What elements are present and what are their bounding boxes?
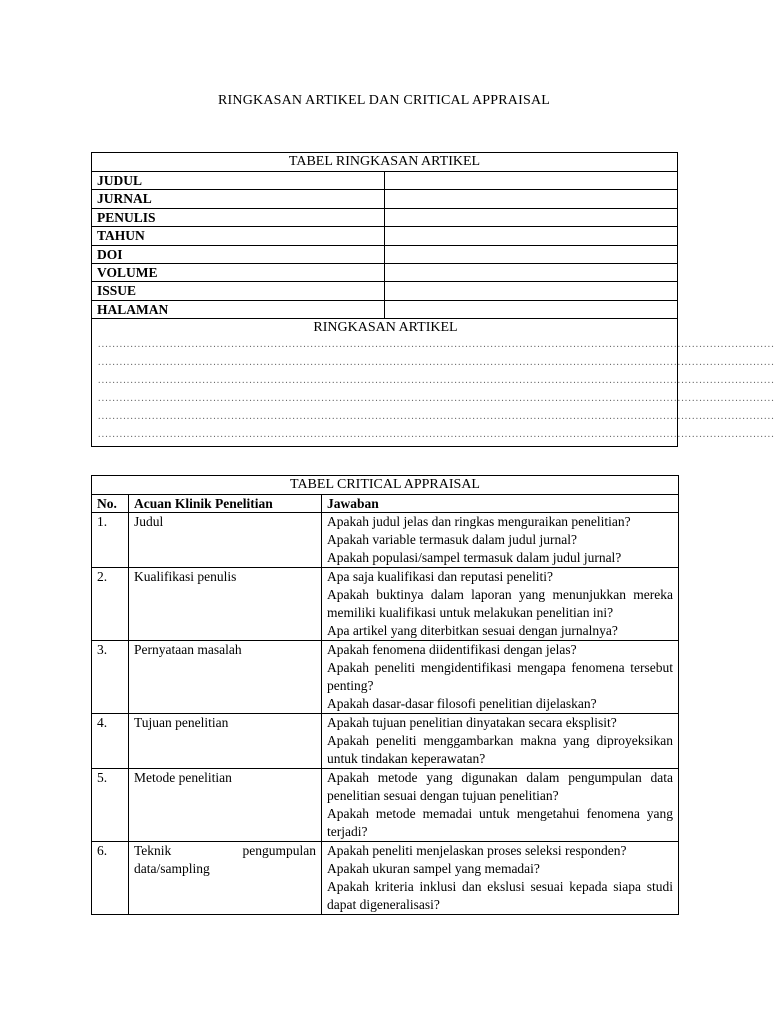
field-row-jurnal [92,190,678,208]
document-title: RINGKASAN ARTIKEL DAN CRITICAL APPRAISAL [217,93,551,108]
table-row [92,769,679,842]
summary-dotted-line: ............................................................................................................................................................................................ [98,393,775,405]
field-label: TAHUN [92,227,385,245]
field-label: ISSUE [92,282,385,300]
summary-dotted-line: ............................................................................................................................................................................................ [98,357,775,369]
row-number: 4. [92,714,129,769]
row-acuan: Judul [129,513,322,568]
row-acuan: Kualifikasi penulis [129,568,322,641]
summary-dotted-line: ............................................................................................................................................................................................ [98,411,775,423]
summary-dotted-line: ............................................................................................................................................................................................ [98,339,775,351]
row-number: 5. [92,769,129,842]
field-value-tahun[interactable] [385,227,678,245]
field-label: PENULIS [92,208,385,226]
field-value-jurnal[interactable] [385,190,678,208]
field-row-judul [92,172,678,190]
column-header-acuan: Acuan Klinik Penelitian [129,495,322,513]
row-acuan: Pernyataan masalah [129,641,322,714]
jawaban-question: Apakah buktinya dalam laporan yang menunjukkan mereka memiliki kualifikasi untuk melakukan penelitian ini? [327,587,674,620]
row-number: 1. [92,513,129,568]
field-value-doi[interactable] [385,245,678,263]
ringkasan-summary-cell[interactable] [92,319,775,447]
jawaban-question: Apa artikel yang diterbitkan sesuai dengan jurnalnya? [327,623,618,638]
field-label: DOI [92,245,385,263]
table-row [92,714,679,769]
appraisal-column-headers [92,495,679,513]
row-jawaban [322,513,679,568]
table-row [92,568,679,641]
field-label: JUDUL [92,172,385,190]
critical-appraisal-table [91,475,679,915]
field-row-penulis [92,208,678,226]
row-number: 2. [92,568,129,641]
row-jawaban [322,842,679,915]
jawaban-question: Apa saja kualifikasi dan reputasi peneliti? [327,569,554,584]
jawaban-question: Apakah dasar-dasar filosofi penelitian dijelaskan? [327,696,597,711]
jawaban-question: Apakah metode memadai untuk mengetahui fenomena yang terjadi? [327,806,674,839]
jawaban-question: Apakah ukuran sampel yang memadai? [327,861,540,876]
row-jawaban [322,769,679,842]
jawaban-question: Apakah judul jelas dan ringkas menguraikan penelitian? [327,514,631,529]
ringkasan-artikel-table [91,152,775,447]
field-value-volume[interactable] [385,263,678,281]
row-jawaban [322,568,679,641]
table-row [92,842,679,915]
field-value-penulis[interactable] [385,208,678,226]
jawaban-question: Apakah fenomena diidentifikasi dengan jelas? [327,642,577,657]
row-number: 6. [92,842,129,915]
row-number: 3. [92,641,129,714]
field-row-volume [92,263,678,281]
row-jawaban [322,714,679,769]
row-acuan: Teknik pengumpulan data/sampling [129,842,322,915]
table-row [92,513,679,568]
field-row-halaman [92,300,678,318]
ringkasan-table-header: TABEL RINGKASAN ARTIKEL [92,153,678,172]
jawaban-question: Apakah variable termasuk dalam judul jurnal? [327,532,578,547]
jawaban-question: Apakah tujuan penelitian dinyatakan secara eksplisit? [327,715,617,730]
ringkasan-summary-title: RINGKASAN ARTIKEL [313,320,458,336]
column-header-no: No. [92,495,129,513]
column-header-jawaban: Jawaban [322,495,679,513]
field-label: JURNAL [92,190,385,208]
row-acuan: Tujuan penelitian [129,714,322,769]
field-label: VOLUME [92,263,385,281]
field-row-issue [92,282,678,300]
row-acuan: Metode penelitian [129,769,322,842]
summary-dotted-line: ............................................................................................................................................................................................ [98,375,775,387]
jawaban-question: Apakah populasi/sampel termasuk dalam judul jurnal? [327,550,622,565]
field-row-doi [92,245,678,263]
field-value-judul[interactable] [385,172,678,190]
jawaban-question: Apakah peneliti menjelaskan proses seleksi responden? [327,843,627,858]
jawaban-question: Apakah peneliti mengidentifikasi mengapa fenomena tersebut penting? [327,660,674,693]
table-row [92,641,679,714]
summary-dotted-line: ............................................................................................................................................................................................ [98,429,775,441]
jawaban-question: Apakah kriteria inklusi dan ekslusi sesuai kepada siapa studi dapat digeneralisasi? [327,879,674,912]
field-label: HALAMAN [92,300,385,318]
field-value-halaman[interactable] [385,300,678,318]
jawaban-question: Apakah peneliti menggambarkan makna yang diproyeksikan untuk tindakan keperawatan? [327,733,674,766]
jawaban-question: Apakah metode yang digunakan dalam pengumpulan data penelitian sesuai dengan tujuan penelitian? [327,770,674,803]
row-jawaban [322,641,679,714]
field-value-issue[interactable] [385,282,678,300]
appraisal-table-header: TABEL CRITICAL APPRAISAL [92,476,679,495]
field-row-tahun [92,227,678,245]
